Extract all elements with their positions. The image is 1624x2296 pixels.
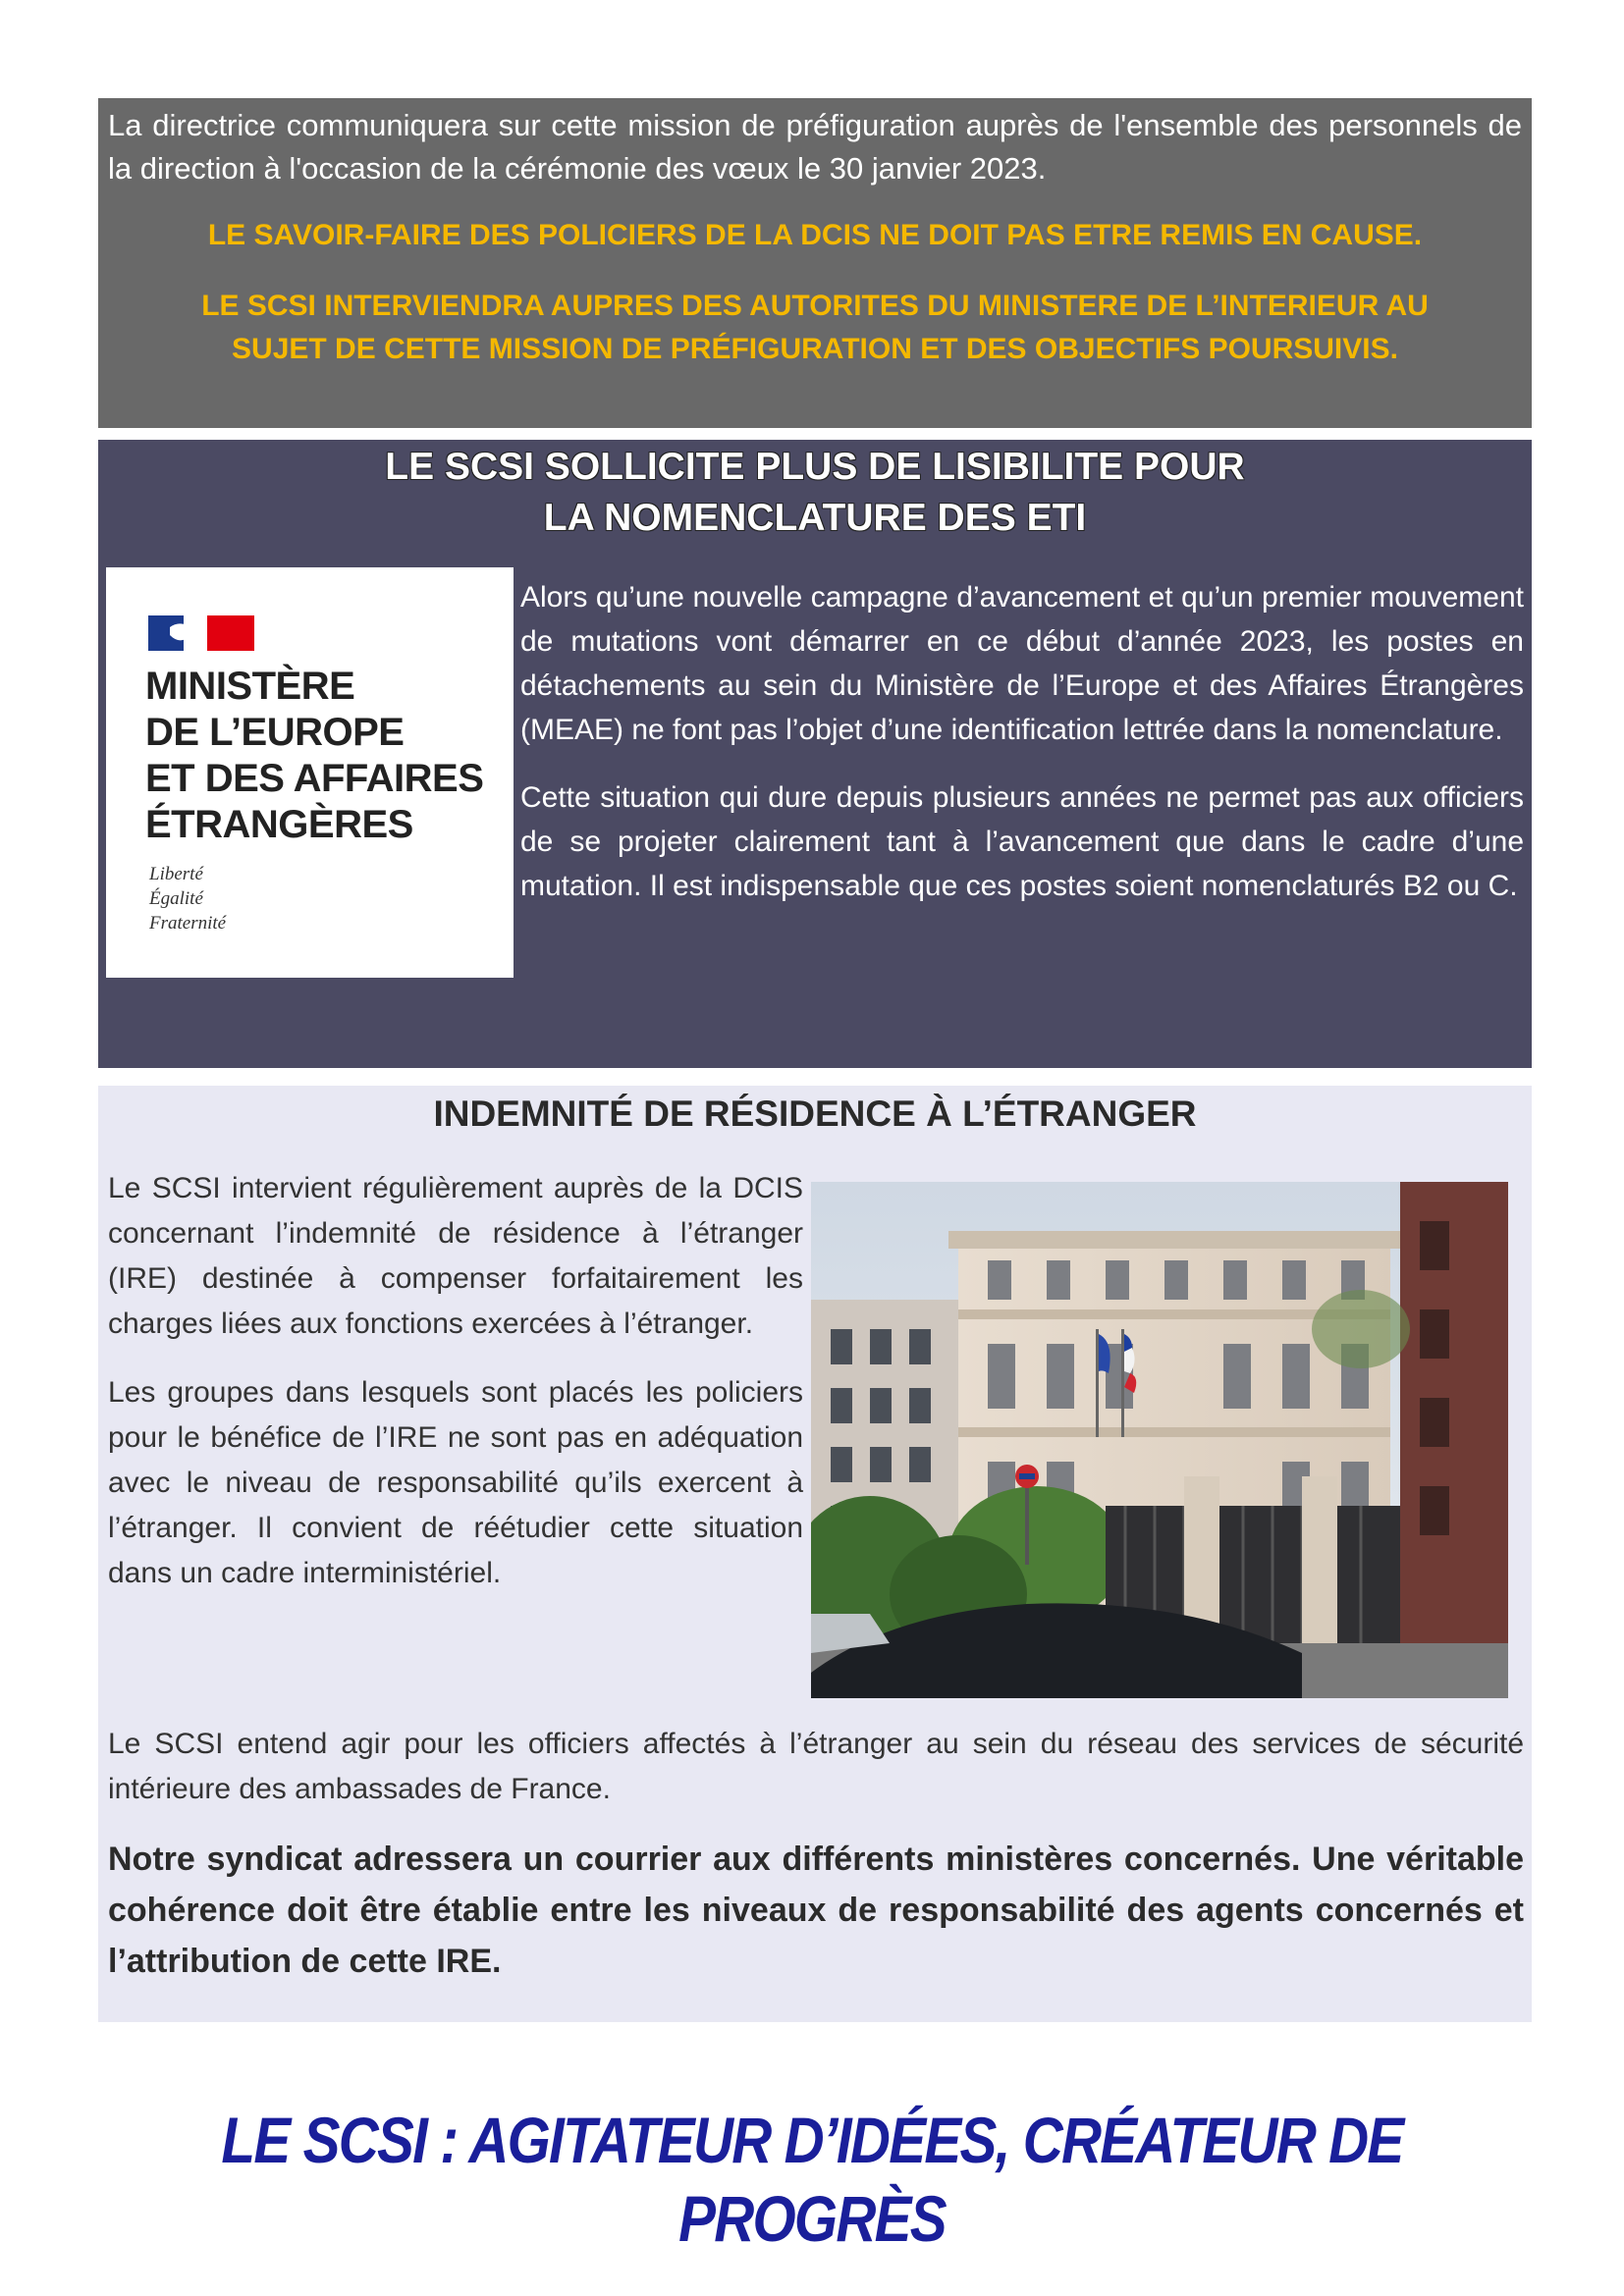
intro-paragraph: La directrice communiquera sur cette mission de préfiguration auprès de l'ensemble des personnels de la direction à l'occasion de la cérémonie des vœux le 30 janvier 2023. xyxy=(108,108,1522,186)
nomenclature-paragraph-2: Cette situation qui dure depuis plusieurs années ne permet pas aux officiers de se projeter clairement tant à l’avancement que dans le cadre d’une mutation. Il est indispensable que ces postes soient nomenclaturés B2 ou C. xyxy=(520,781,1524,902)
marianne-flag-icon xyxy=(148,614,254,653)
devise-liberte: Liberté xyxy=(149,864,203,884)
footer-slogan: LE SCSI : AGITATEUR D’IDÉES, CRÉATEUR DE PROGRÈS xyxy=(221,2104,1403,2255)
logo-line-1: MINISTÈRE xyxy=(145,665,355,708)
devise-fraternite: Fraternité xyxy=(149,913,227,934)
ire-title: INDEMNITÉ DE RÉSIDENCE À L’ÉTRANGER xyxy=(433,1094,1197,1134)
logo-line-2: DE L’EUROPE xyxy=(145,711,405,754)
embassy-building-photo xyxy=(811,1182,1508,1698)
intro-box xyxy=(98,98,1532,428)
nomenclature-text xyxy=(520,575,1524,932)
nomenclature-section xyxy=(98,440,1532,1068)
highlight-scsi-intervention xyxy=(108,285,1522,371)
highlight-line-1: LE SCSI INTERVIENDRA AUPRES DES AUTORITES DU MINISTERE DE L’INTERIEUR AU xyxy=(201,290,1429,322)
nomenclature-title xyxy=(98,442,1532,544)
ministry-logo xyxy=(106,567,514,978)
logo-wordmark xyxy=(145,664,483,848)
ire-left-text xyxy=(108,1166,803,1620)
title-line-2: LA NOMENCLATURE DES ETI xyxy=(543,497,1087,539)
ire-paragraph-3: Le SCSI entend agir pour les officiers affectés à l’étranger au sein du réseau des services de sécurité intérieure des ambassades de France. xyxy=(108,1728,1524,1805)
logo-line-4: ÉTRANGÈRES xyxy=(145,803,413,846)
ire-paragraph-2: Les groupes dans lesquels sont placés les policiers pour le bénéfice de l’IRE ne sont pas en adéquation avec le niveau de responsabilité qu’ils exercent à l’étranger. Il convient de réétudier cette situation dans un cadre interministériel. xyxy=(108,1376,803,1589)
title-line-1: LE SCSI SOLLICITE PLUS DE LISIBILITE POUR xyxy=(385,446,1245,488)
ire-bottom-text xyxy=(108,1722,1524,2008)
ire-conclusion: Notre syndicat adressera un courrier aux différents ministères concernés. Une véritable cohérence doit être établie entre les niveaux de responsabilité des agents concernés et l’attribution de cette IRE. xyxy=(108,1841,1524,1980)
highlight-savoir-faire: LE SAVOIR-FAIRE DES POLICIERS DE LA DCIS NE DOIT PAS ETRE REMIS EN CAUSE. xyxy=(207,219,1423,251)
logo-line-3: ET DES AFFAIRES xyxy=(145,757,484,800)
nomenclature-paragraph-1: Alors qu’une nouvelle campagne d’avancement et qu’un premier mouvement de mutations vont démarrer en ce début d’année 2023, les postes en détachements au sein du Ministère de l’Europe et des Affaires Étrangères (MEAE) ne font pas l’objet d’une identification lettrée dans la nomenclature. xyxy=(520,581,1524,746)
ire-section xyxy=(98,1086,1532,2022)
highlight-line-2: SUJET DE CETTE MISSION DE PRÉFIGURATION ET DES OBJECTIFS POURSUIVIS. xyxy=(232,333,1398,365)
devise-egalite: Égalité xyxy=(149,888,203,909)
ire-paragraph-1: Le SCSI intervient régulièrement auprès de la DCIS concernant l’indemnité de résidence à l’étranger (IRE) destinée à compenser forfaitairement les charges liées aux fonctions exercées à l’étranger. xyxy=(108,1172,803,1340)
logo-devise xyxy=(149,862,226,935)
